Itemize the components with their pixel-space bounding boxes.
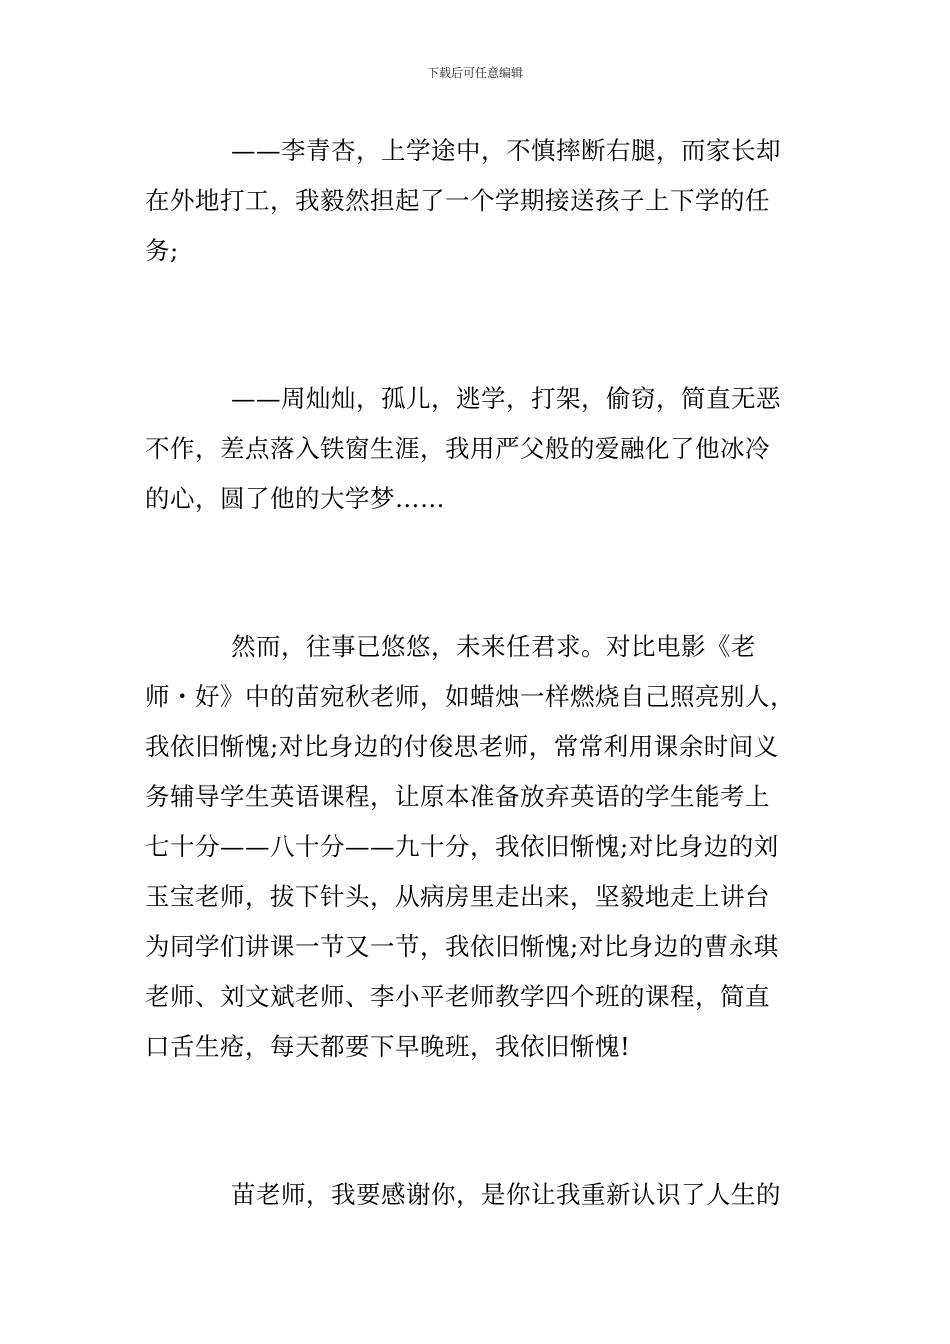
paragraph-3 (145, 622, 815, 1072)
paragraph-line: 七十分——八十分——九十分，我依旧惭愧;对比身边的刘 (145, 832, 779, 861)
paragraph-line: 务辅导学生英语课程，让原本准备放弃英语的学生能考上 (145, 782, 770, 811)
paragraph-line: 我依旧惭愧;对比身边的付俊思老师，常常利用课余时间义 (145, 732, 779, 761)
paragraph-line: 不作，差点落入铁窗生涯，我用严父般的爱融化了他冰冷 (145, 434, 770, 463)
paragraph-line: 然而，往事已悠悠，未来任君求。对比电影《老 (231, 632, 756, 661)
paragraph-line: 老师、刘文斌老师、李小平老师教学四个班的课程，简直 (145, 982, 770, 1011)
paragraph-line: 玉宝老师，拔下针头，从病房里走出来，坚毅地走上讲台 (145, 882, 770, 911)
paragraph-line: 为同学们讲课一节又一节，我依旧惭愧;对比身边的曹永琪 (145, 932, 779, 961)
paragraph-line: 务; (145, 236, 179, 265)
paragraph-2 (145, 374, 815, 524)
paragraph-1 (145, 126, 815, 276)
paragraph-line: 苗老师，我要感谢你，是你让我重新认识了人生的 (231, 1180, 781, 1209)
paragraph-line: 师・好》中的苗宛秋老师，如蜡烛一样燃烧自己照亮别人， (145, 682, 795, 711)
paragraph-line: 口舌生疮，每天都要下早晚班，我依旧惭愧! (145, 1032, 631, 1061)
paragraph-line: ——李青杏，上学途中，不慎摔断右腿，而家长却 (231, 136, 781, 165)
header-note: 下载后可任意编辑 (426, 66, 523, 80)
paragraph-4 (145, 1170, 815, 1220)
paragraph-line: 在外地打工，我毅然担起了一个学期接送孩子上下学的任 (145, 186, 770, 215)
paragraph-line: ——周灿灿，孤儿，逃学，打架，偷窃，简直无恶 (231, 384, 781, 413)
paragraph-line: 的心，圆了他的大学梦…… (145, 484, 445, 513)
